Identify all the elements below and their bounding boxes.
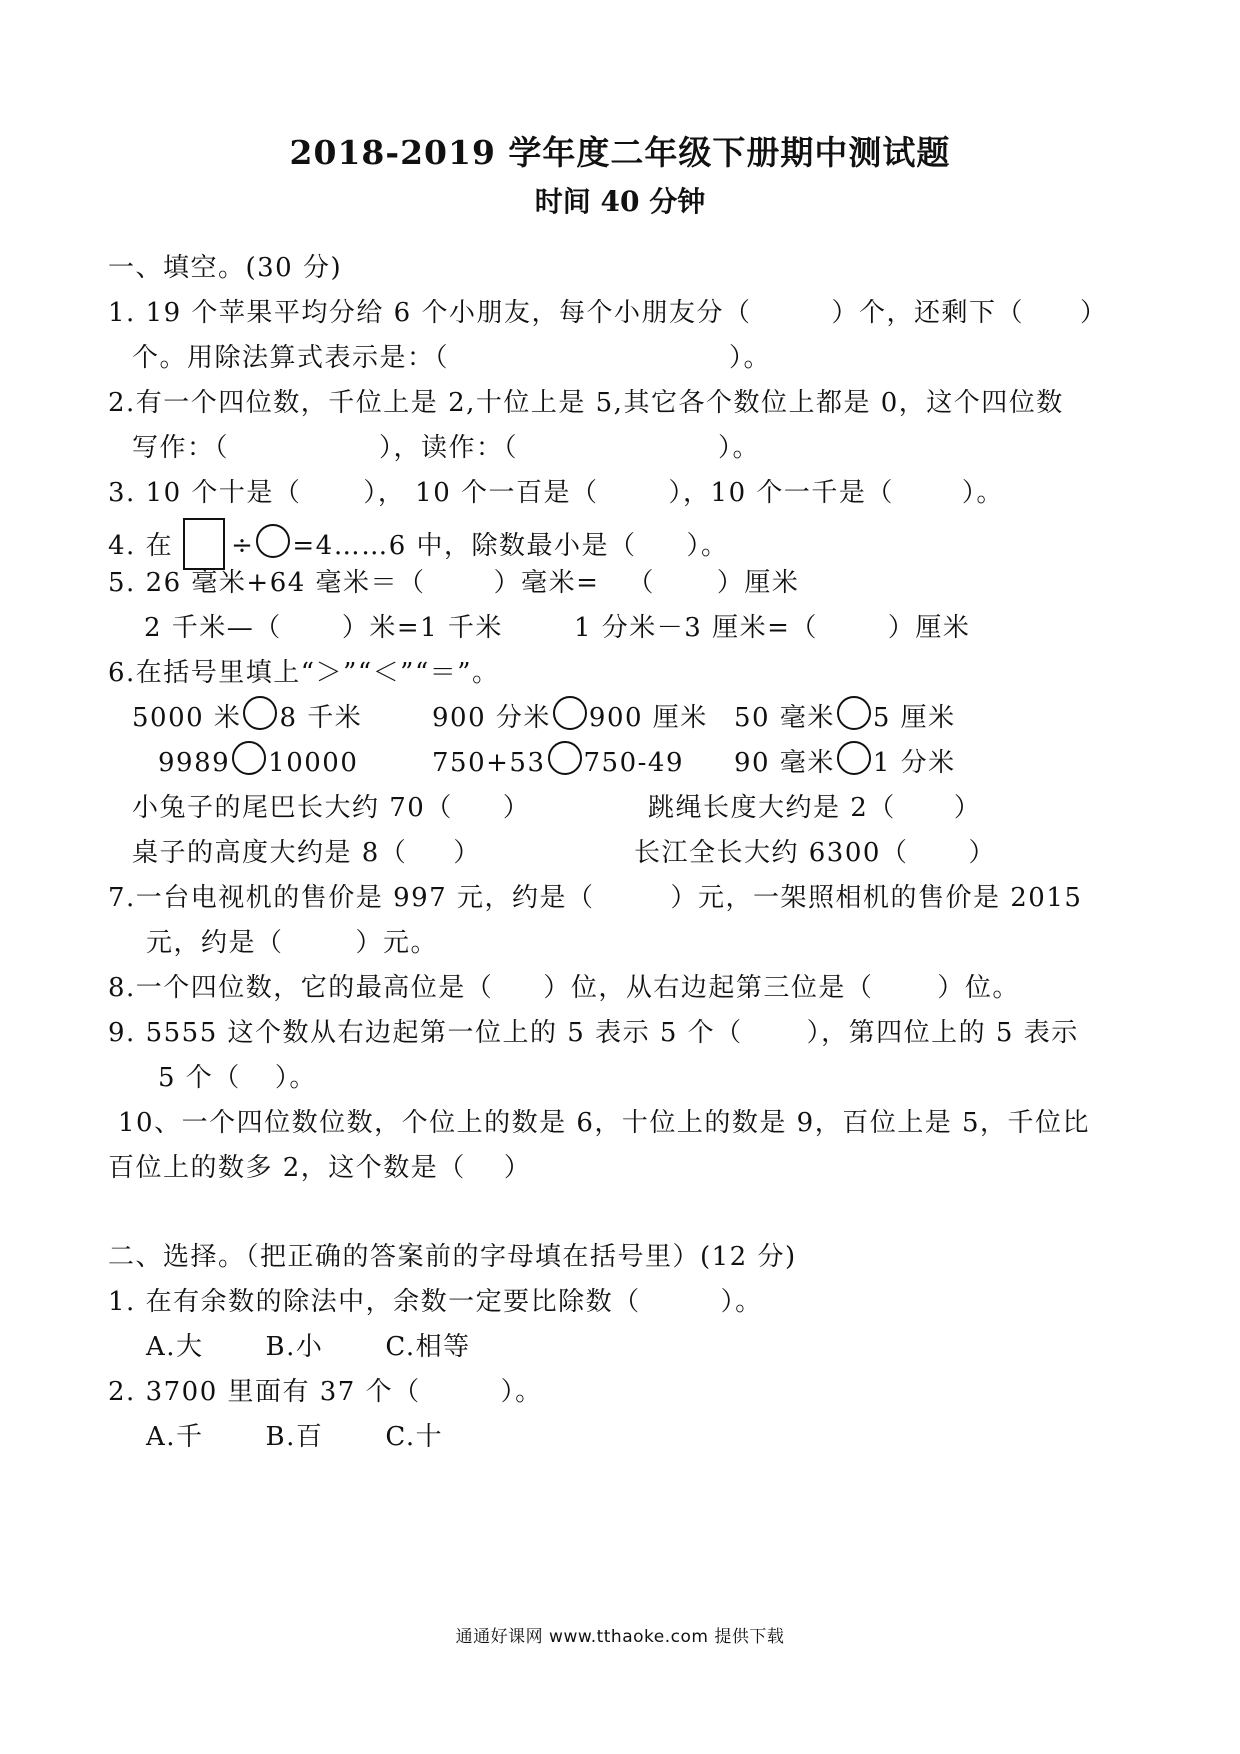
q2-line1: 2.有一个四位数，千位上是 2,十位上是 5,其它各个数位上都是 0，这个四位数 <box>108 388 1064 418</box>
compare-item: 50 毫米 5 厘米 <box>734 701 956 736</box>
q5-line2a: 2 千米—（ ）米=1 千米 <box>144 613 503 643</box>
unit-item: 小兔子的尾巴长大约 70（ ） <box>132 793 531 823</box>
circle-blank <box>548 741 582 775</box>
circle-blank <box>553 696 587 730</box>
compare-item: 750+53 750-49 <box>432 746 684 781</box>
q9-line2: 5 个（ ）。 <box>158 1063 317 1093</box>
unit-item: 跳绳长度大约是 2（ ） <box>648 793 982 823</box>
option-b: B.百 <box>265 1422 324 1452</box>
section2-heading: 二、选择。（把正确的答案前的字母填在括号里）(12 分) <box>108 1242 797 1272</box>
circle-blank <box>837 696 871 730</box>
circle-blank <box>243 696 277 730</box>
compare-item: 5000 米 8 千米 <box>132 701 362 736</box>
choice-q2-stem: 2. 3700 里面有 37 个（ ）。 <box>108 1377 543 1407</box>
choice-q2-options <box>146 1420 443 1454</box>
q3: 3. 10 个十是（ ）， 10 个一百是（ ），10 个一千是（ ）。 <box>108 478 1004 508</box>
unit-item: 长江全长大约 6300（ ） <box>634 838 996 868</box>
q1-line1: 1. 19 个苹果平均分给 6 个小朋友，每个小朋友分（ ）个，还剩下（ ） <box>108 298 1108 328</box>
section1-heading: 一、填空。(30 分) <box>108 253 343 283</box>
circle-blank <box>256 524 290 558</box>
compare-item: 9989 10000 <box>158 746 358 781</box>
q2-line2: 写作：（ ），读作：（ ）。 <box>132 433 761 463</box>
q5-line2b: 1 分米－3 厘米=（ ）厘米 <box>574 613 971 643</box>
q7-line1: 7.一台电视机的售价是 997 元，约是（ ）元，一架照相机的售价是 2015 <box>108 883 1083 913</box>
option-a: A.大 <box>146 1332 204 1362</box>
circle-blank <box>232 741 266 775</box>
q10-line1: 10、一个四位数位数，个位上的数是 6，十位上的数是 9，百位上是 5，千位比 <box>118 1108 1091 1138</box>
compare-item: 900 分米 900 厘米 <box>432 701 708 736</box>
page-title: 2018-2019 学年度二年级下册期中测试题 <box>289 133 951 172</box>
q9-line1: 9. 5555 这个数从右边起第一位上的 5 表示 5 个（ ），第四位上的 5 表示 <box>108 1018 1079 1048</box>
option-b: B.小 <box>265 1332 324 1362</box>
square-box <box>183 518 225 570</box>
footer-source: 通通好课网 www.tthaoke.com 提供下载 <box>455 1627 785 1647</box>
q10-line2: 百位上的数多 2，这个数是（ ） <box>108 1153 532 1183</box>
q1-line2: 个。用除法算式表示是：（ ）。 <box>132 343 772 373</box>
q5-line1: 5. 26 毫米+64 毫米＝（ ）毫米= （ ）厘米 <box>108 568 800 598</box>
option-c: C.相等 <box>385 1332 471 1362</box>
circle-blank <box>837 741 871 775</box>
q4: 4. 在 ÷ =4……6 中，除数最小是（ ）。 <box>108 521 729 573</box>
q7-line2: 元，约是（ ）元。 <box>146 928 439 958</box>
unit-item: 桌子的高度大约是 8（ ） <box>132 838 481 868</box>
option-a: A.千 <box>146 1422 204 1452</box>
time-limit: 时间 40 分钟 <box>534 185 706 218</box>
option-c: C.十 <box>385 1422 444 1452</box>
choice-q1-stem: 1. 在有余数的除法中，余数一定要比除数（ ）。 <box>108 1287 763 1317</box>
compare-item: 90 毫米 1 分米 <box>734 746 956 781</box>
q8: 8.一个四位数，它的最高位是（ ）位，从右边起第三位是（ ）位。 <box>108 973 1020 1003</box>
q6-heading: 6.在括号里填上“＞”“＜”“＝”。 <box>108 658 500 688</box>
choice-q1-options <box>146 1330 471 1364</box>
